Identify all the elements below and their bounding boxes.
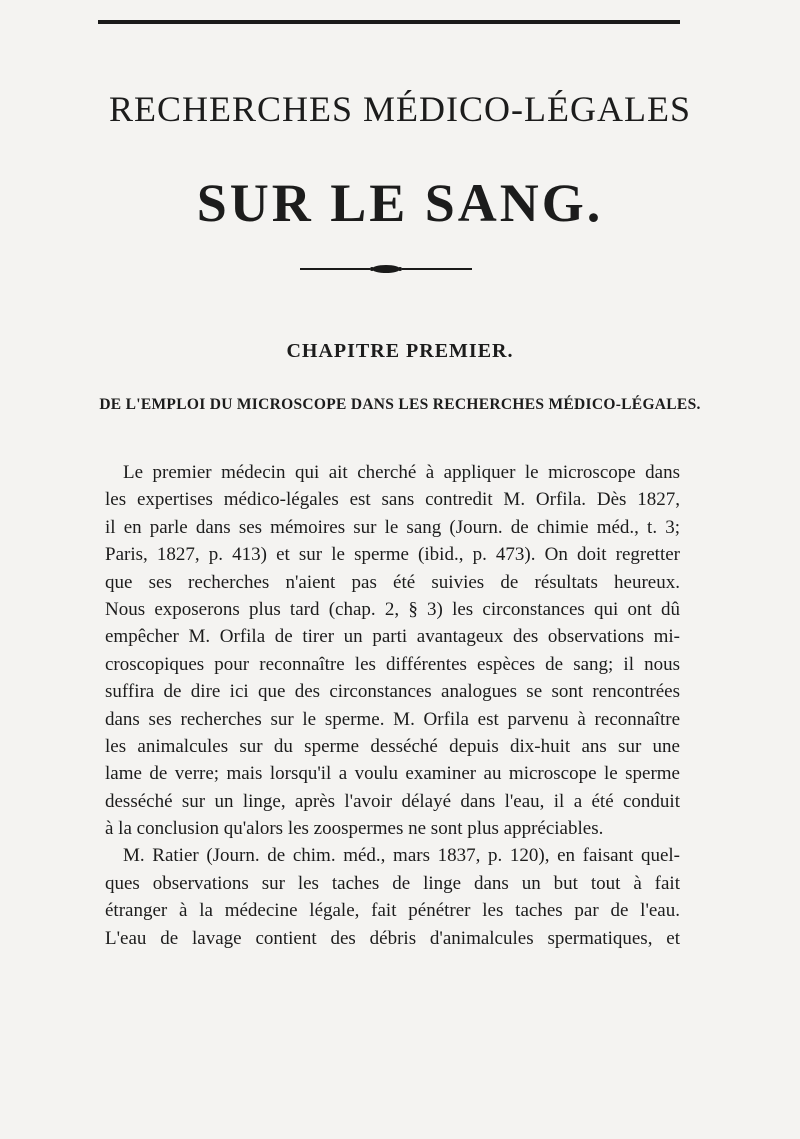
- text-line: à la conclusion qu'alors les zoospermes ne sont plus appréciables.: [105, 818, 604, 840]
- text-line: les animalcules sur du sperme desséché depuis dix-huit ans sur une: [105, 735, 680, 757]
- page-title: RECHERCHES MÉDICO-LÉGALES: [109, 89, 691, 129]
- text-line: Nous exposerons plus tard (chap. 2, § 3) les circonstances qui ont dû: [105, 598, 680, 620]
- text-line: empêcher M. Orfila de tirer un parti avantageux des observations mi-: [105, 626, 680, 648]
- text-line: dans ses recherches sur le sperme. M. Orfila est parvenu à reconnaître: [105, 708, 680, 730]
- body-text: [105, 459, 680, 952]
- text-line: M. Ratier (Journ. de chim. méd., mars 1837, p. 120), en faisant quel-: [123, 845, 680, 867]
- text-line: suffira de dire ici que des circonstances analogues se sont rencontrées: [105, 681, 680, 703]
- text-line: il en parle dans ses mémoires sur le sang (Journ. de chimie méd., t. 3;: [105, 516, 680, 538]
- section-heading: DE L'EMPLOI DU MICROSCOPE DANS LES RECHERCHES MÉDICO-LÉGALES.: [99, 396, 701, 413]
- text-line: que ses recherches n'aient pas été suivies de résultats heureux.: [105, 571, 680, 593]
- text-line: ques observations sur les taches de linge dans un but tout à fait: [105, 872, 680, 894]
- ornament-rule-icon: [300, 262, 472, 276]
- chapter-heading: CHAPITRE PREMIER.: [286, 340, 514, 362]
- text-line: lame de verre; mais lorsqu'il a voulu examiner au microscope le sperme: [105, 763, 680, 785]
- page-subtitle: SUR LE SANG.: [196, 173, 604, 233]
- top-rule: [98, 20, 680, 24]
- text-line: Paris, 1827, p. 413) et sur le sperme (ibid., p. 473). On doit regretter: [105, 544, 680, 566]
- text-line: desséché sur un linge, après l'avoir délayé dans l'eau, il a été conduit: [105, 790, 680, 812]
- text-line: les expertises médico-légales est sans contredit M. Orfila. Dès 1827,: [105, 489, 680, 511]
- text-line: Le premier médecin qui ait cherché à appliquer le microscope dans: [123, 462, 680, 483]
- text-line: croscopiques pour reconnaître les différentes espèces de sang; il nous: [105, 653, 680, 675]
- text-line: L'eau de lavage contient des débris d'animalcules spermatiques, et: [105, 927, 680, 949]
- text-line: étranger à la médecine légale, fait pénétrer les taches par de l'eau.: [105, 900, 680, 922]
